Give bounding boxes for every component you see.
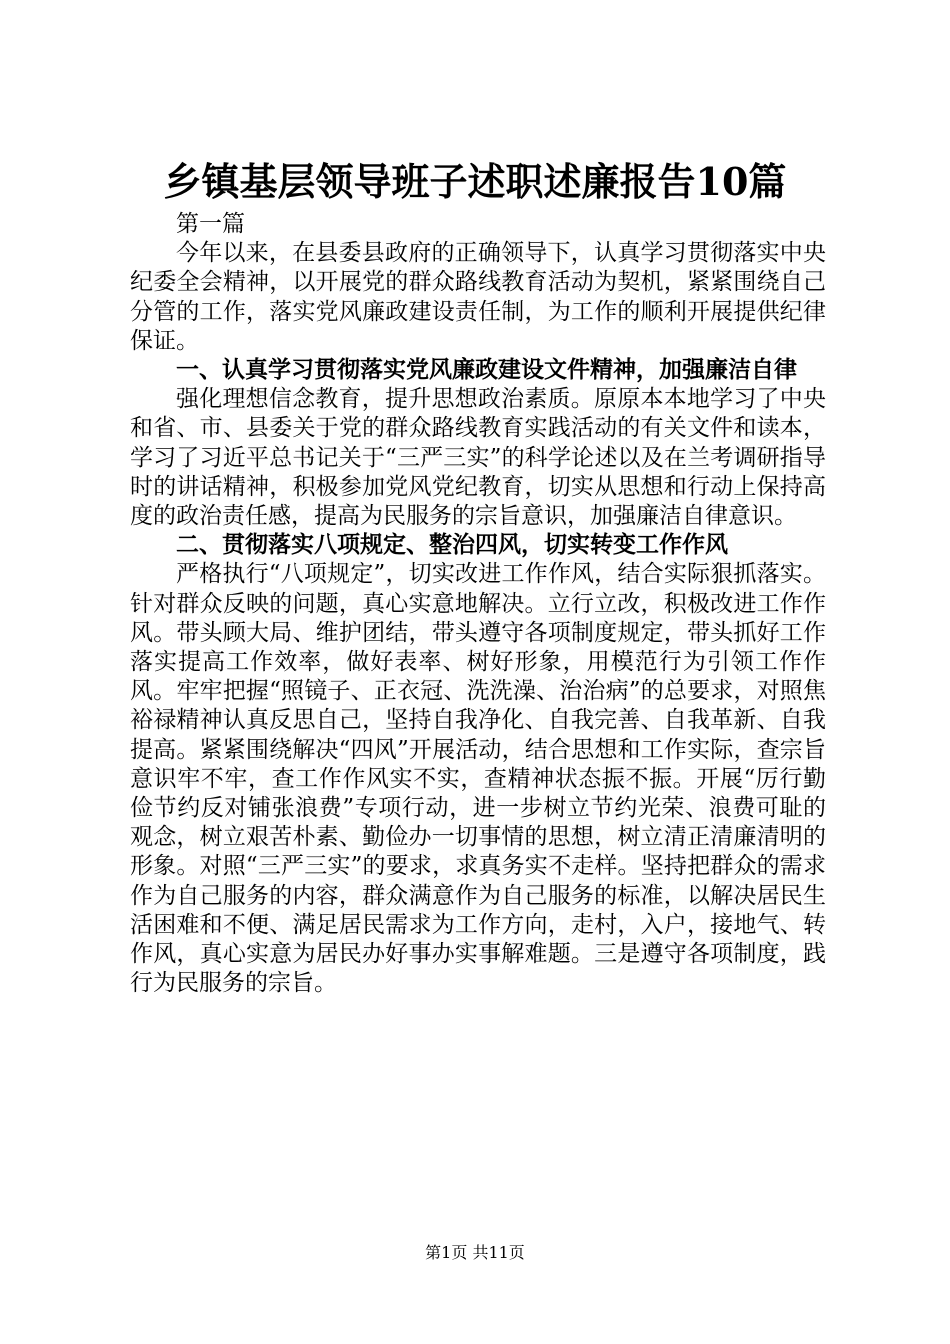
section-heading: 二、贯彻落实八项规定、整治四风，切实转变工作作风 — [176, 532, 728, 559]
section-label: 第一篇 — [176, 211, 245, 237]
body-paragraph: 强化理想信念教育，提升思想政治素质。原原本本地学习了中央和省、市、县委关于党的群众路线教育实践活动的有关文件和读本，学习了习近平总书记关于“三严三实”的科学论述以及在兰考调研指导时的讲话精神，积极参加党风党纪教育，切实从思想和行动上保持高度的政治责任感，提高为民服务的宗旨意识，加强廉洁自律意识。 — [130, 386, 826, 530]
document-title: 乡镇基层领导班子述职述廉报告10篇 — [163, 159, 787, 204]
page-number: 第1页 共11页 — [425, 1243, 525, 1262]
body-paragraph: 今年以来，在县委县政府的正确领导下，认真学习贯彻落实中央纪委全会精神，以开展党的群众路线教育活动为契机，紧紧围绕自己分管的工作，落实党风廉政建设责任制，为工作的顺利开展提供纪律保证。 — [130, 240, 826, 354]
body-paragraph: 严格执行“八项规定”，切实改进工作作风，结合实际狠抓落实。针对群众反映的问题，真心实意地解决。立行立改，积极改进工作作风。带头顾大局、维护团结，带头遵守各项制度规定，带头抓好工作落实提高工作效率，做好表率、树好形象，用模范行为引领工作作风。牢牢把握“照镜子、正衣冠、洗洗澡、治治病”的总要求，对照焦裕禄精神认真反思自己，坚持自我净化、自我完善、自我革新、自我提高。紧紧围绕解决“四风”开展活动，结合思想和工作实际，查宗旨意识牢不牢，查工作作风实不实，查精神状态振不振。开展“厉行勤俭节约反对铺张浪费”专项行动，进一步树立节约光荣、浪费可耻的观念，树立艰苦朴素、勤俭办一切事情的思想，树立清正清廉清明的形象。对照“三严三实”的要求，求真务实不走样。坚持把群众的需求作为自己服务的内容，群众满意作为自己服务的标准，以解决居民生活困难和不便、满足居民需求为工作方向，走村，入户，接地气、转作风，真心实意为居民办好事办实事解难题。三是遵守各项制度，践行为民服务的宗旨。 — [130, 561, 826, 997]
section-heading: 一、认真学习贯彻落实党风廉政建设文件精神，加强廉洁自律 — [176, 357, 797, 384]
document-body — [130, 210, 826, 998]
